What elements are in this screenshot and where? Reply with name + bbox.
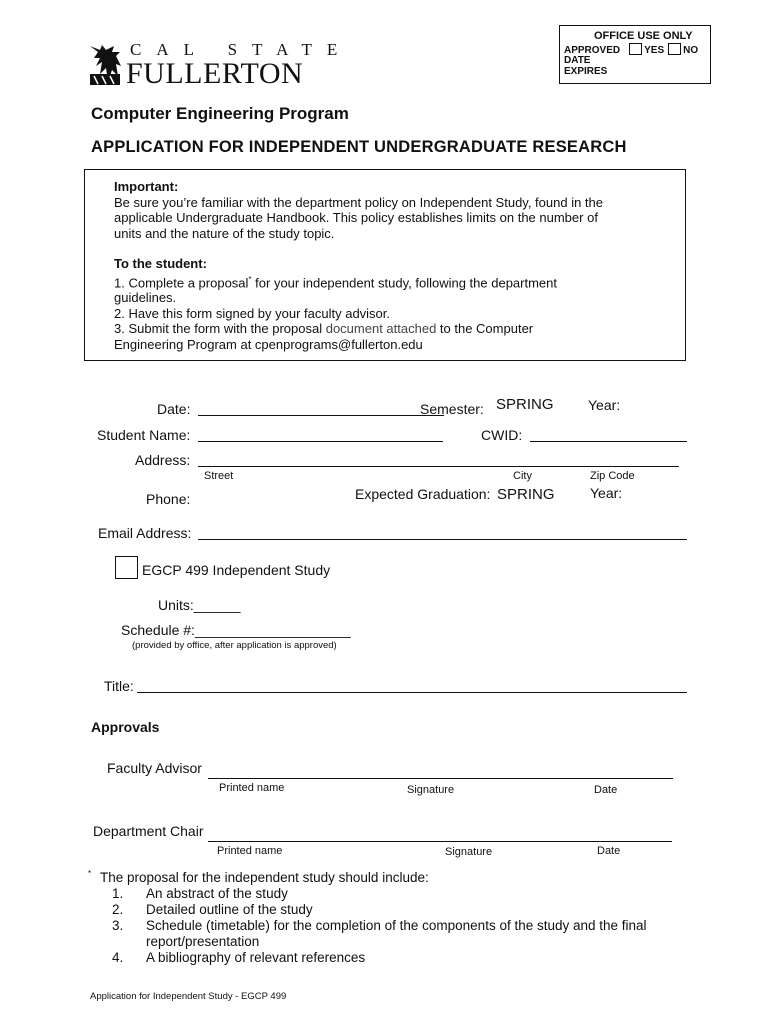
yes-label: YES — [644, 45, 665, 56]
approved-label: APPROVED — [564, 45, 621, 56]
title-label: Title: — [104, 678, 134, 694]
important-line: applicable Undergraduate Handbook. This policy establishes limits on the number of — [114, 210, 598, 225]
list-text: Detailed outline of the study — [146, 902, 313, 917]
department-chair-signature-line[interactable] — [208, 841, 672, 842]
faculty-advisor-signature-line[interactable] — [208, 778, 673, 779]
no-label: NO — [683, 45, 699, 56]
list-item — [112, 902, 647, 918]
schedule-note: (provided by office, after application is approved) — [132, 640, 337, 651]
step-3 — [114, 321, 557, 337]
footnote-star: * — [88, 869, 92, 878]
step-1-text: 1. Complete a proposal — [114, 274, 249, 290]
step-3-text: 3. Submit the form with the proposal — [114, 321, 326, 337]
schedule-field[interactable]: Schedule #:____________________ — [121, 622, 351, 638]
semester-value[interactable]: SPRING — [496, 396, 554, 413]
email-label: Email Address: — [98, 525, 192, 541]
office-use-title: OFFICE USE ONLY — [594, 30, 693, 42]
date-label: Date: — [157, 401, 191, 417]
address-field[interactable] — [198, 466, 679, 467]
list-number: 3. — [112, 918, 124, 933]
list-item — [112, 886, 647, 902]
street-caption: Street — [204, 470, 234, 482]
yes-checkbox[interactable] — [629, 43, 642, 55]
title-field[interactable] — [137, 692, 687, 693]
student-name-label: Student Name: — [97, 427, 191, 443]
list-item — [112, 934, 647, 950]
egcp-499-label: EGCP 499 Independent Study — [142, 562, 331, 578]
step-1-cont: guidelines. — [114, 290, 177, 306]
important-line: units and the nature of the study topic. — [114, 225, 335, 241]
page-footer: Application for Independent Study - EGCP 499 — [90, 991, 287, 1002]
graduation-semester-value[interactable]: SPRING — [497, 486, 555, 503]
list-number: 4. — [112, 950, 124, 965]
egcp-499-checkbox[interactable] — [115, 556, 138, 579]
list-item — [112, 950, 647, 966]
email-field[interactable] — [198, 539, 687, 540]
important-section — [114, 179, 603, 241]
step-1 — [114, 272, 557, 291]
cwid-field[interactable] — [530, 441, 687, 442]
footnote-intro: The proposal for the independent study should include: — [100, 870, 429, 885]
city-caption: City — [513, 470, 532, 482]
list-text: report/presentation — [146, 934, 260, 949]
semester-label: Semester: — [420, 401, 484, 417]
list-text: A bibliography of relevant references — [146, 950, 366, 965]
instructions-box — [84, 169, 686, 361]
faculty-advisor-label: Faculty Advisor — [107, 760, 202, 776]
address-label: Address: — [135, 452, 191, 468]
important-line: Be sure you’re familiar with the department policy on Independent Study, found in the — [114, 194, 603, 210]
student-name-field[interactable] — [198, 441, 443, 442]
list-item — [112, 918, 647, 934]
no-checkbox[interactable] — [668, 43, 681, 55]
footnote-marker: * — [248, 274, 252, 284]
list-number: 2. — [112, 902, 124, 917]
chair-date-caption: Date — [597, 845, 621, 857]
student-steps-section — [114, 256, 557, 352]
step-3-cont: Engineering Program at cpenprograms@fullerton.edu — [114, 336, 423, 352]
office-expires-label: EXPIRES — [564, 66, 608, 77]
date-field[interactable] — [198, 415, 444, 416]
program-name: Computer Engineering Program — [91, 104, 349, 123]
step-1-text-cont: for your independent study, following the department — [251, 274, 557, 290]
cwid-label: CWID: — [481, 427, 523, 443]
step-2: 2. Have this form signed by your faculty advisor. — [114, 305, 391, 321]
units-field[interactable]: Units:______ — [158, 597, 241, 613]
approvals-heading: Approvals — [91, 719, 160, 735]
form-title: APPLICATION FOR INDEPENDENT UNDERGRADUATE RESEARCH — [91, 138, 627, 156]
faculty-printed-name-caption: Printed name — [219, 782, 285, 794]
chair-printed-name-caption: Printed name — [217, 845, 283, 857]
titan-logo-icon — [88, 44, 122, 86]
office-use-box — [559, 25, 711, 84]
phone-label: Phone: — [146, 491, 191, 507]
list-text: Schedule (timetable) for the completion of the components of the study and the final — [146, 918, 647, 933]
important-heading: Important: — [114, 179, 179, 194]
list-text: An abstract of the study — [146, 886, 288, 901]
office-date-label: DATE — [564, 55, 591, 66]
expected-graduation-label: Expected Graduation: — [355, 486, 491, 502]
student-steps-heading: To the student: — [114, 256, 207, 271]
list-number: 1. — [112, 886, 124, 901]
zip-caption: Zip Code — [590, 470, 635, 482]
year-label: Year: — [588, 397, 621, 413]
department-chair-label: Department Chair — [93, 823, 204, 839]
footnote-list — [112, 886, 647, 966]
logo-fullerton-text: FULLERTON — [126, 57, 304, 90]
chair-signature-caption: Signature — [445, 846, 493, 858]
logo-cal-state-text: CAL STATE — [130, 40, 353, 59]
faculty-signature-caption: Signature — [407, 784, 455, 796]
step-3-highlight: document attached — [325, 321, 437, 337]
step-3-text-cont: to the Computer — [436, 321, 534, 337]
faculty-date-caption: Date — [594, 784, 618, 796]
graduation-year-label: Year: — [590, 485, 623, 501]
